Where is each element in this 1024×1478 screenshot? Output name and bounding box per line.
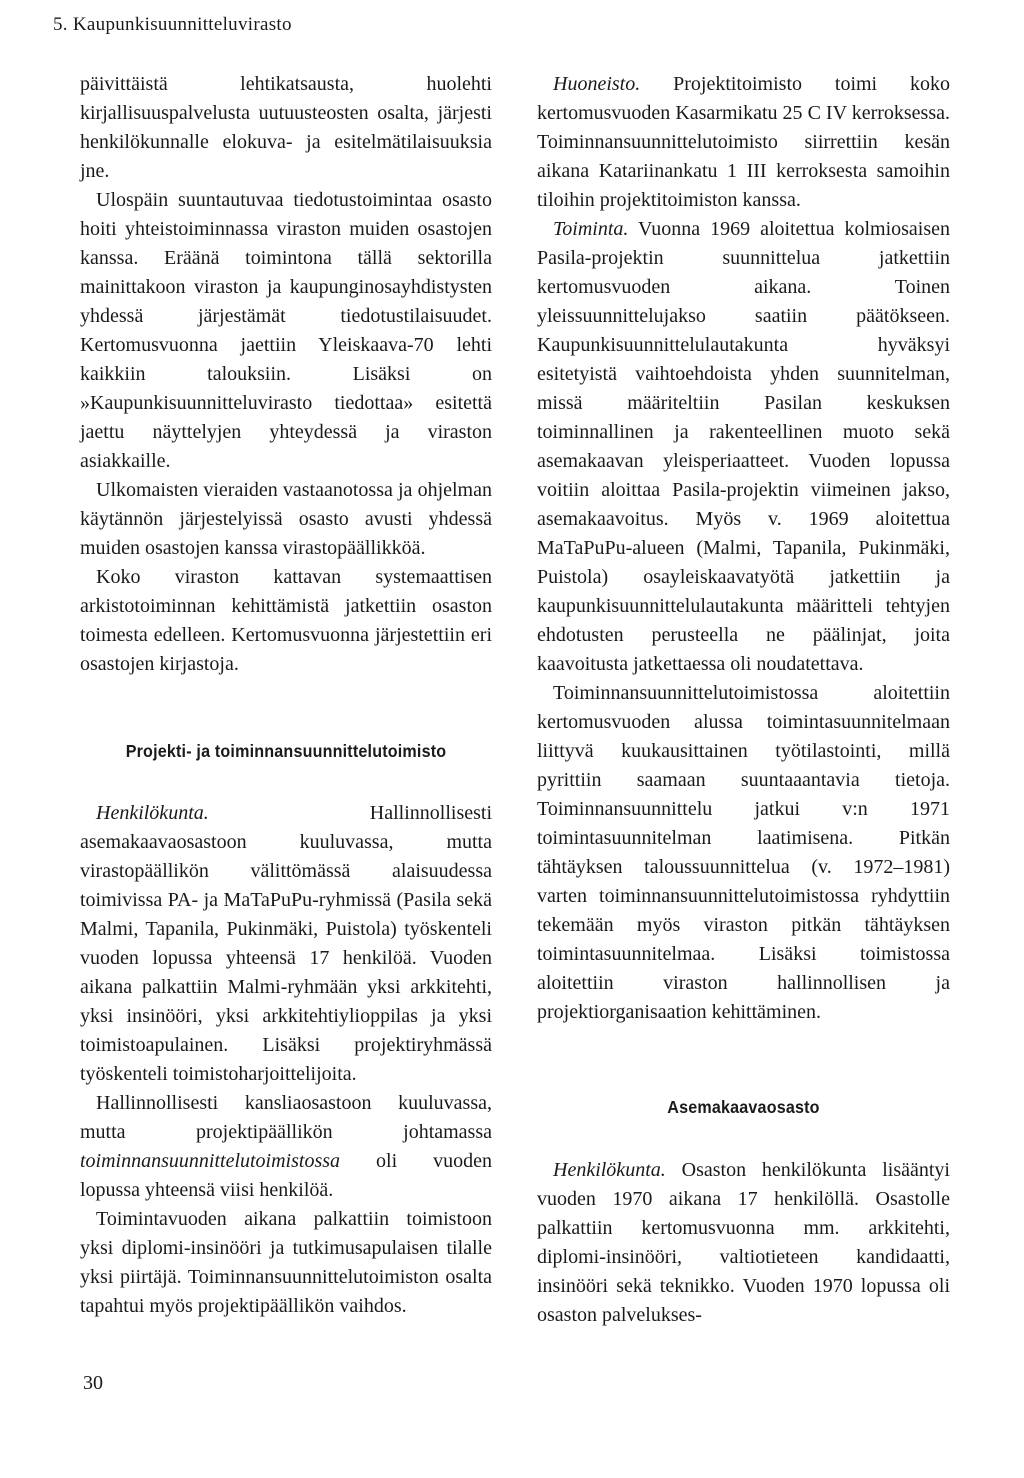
paragraph: Ulospäin suuntautuvaa tiedotustoimintaa osasto hoiti yhteistoiminnassa viraston muiden osastojen kanssa. Eräänä toimintona tällä sektorilla mainittakoon viraston ja kaupunginosayhdistysten yhdessä järjestämät tiedotustilaisuudet. Kertomusvuonna jaettiin Yleiskaava-70 lehti kaikkiin talouksiin. Lisäksi on »Kaupunkisuunnitteluvirasto tiedottaa» esitettä jaettu näyttelyjen yhteydessä ja viraston asiakkaille. <box>80 189 492 472</box>
paragraph: Toiminnansuunnittelutoimistossa aloitettiin kertomusvuoden alussa toimintasuunnitelmaan liittyvä kuukausittainen työtilastointi, millä pyrittiin saamaan suuntaaantavia tietoja. Toiminnansuunnittelu jatkui v:n 1971 toimintasuunnitelman laatimisena. Pitkän tähtäyksen taloussuunnittelua (v. 1972–1981) varten toiminnansuunnittelutoimistossa ryhdyttiin tekemään myös viraston pitkän tähtäyksen toimintasuunnitelmaa. Lisäksi toimistossa aloitettiin viraston hallinnollisen ja projektiorganisaation kehittäminen. <box>537 682 950 1023</box>
paragraph: Koko viraston kattavan systemaattisen arkistotoiminnan kehittämistä jatkettiin osaston toimesta edelleen. Kertomusvuonna järjestettiin eri osastojen kirjastoja. <box>80 566 492 675</box>
paragraph-text: Hallinnollisesti kansliaosastoon kuuluvassa, mutta projektipäällikön johtamassa <box>80 1092 492 1143</box>
section-heading: Projekti- ja toiminnansuunnittelutoimisto <box>125 741 447 761</box>
running-head: 5. Kaupunkisuunnitteluvirasto <box>53 14 292 35</box>
run-in-label: Huoneisto. <box>553 73 641 95</box>
section-heading: Asemakaavaosasto <box>667 1097 820 1117</box>
right-column <box>537 70 950 1330</box>
run-in-label: Toiminta. <box>553 218 629 240</box>
paragraph-text: oli vuoden lopussa yhteensä viisi henkilöä. <box>80 1150 492 1201</box>
paragraph-text: Vuonna 1969 aloitettua kolmiosaisen Pasila-projektin suunnittelua jatkettiin kertomusvuoden aikana. Toinen yleissuunnittelujakso saatiin päätökseen. Kaupunkisuunnittelulautakunta hyväksyi esitetyistä vaihtoehdoista yhden suunnitelman, missä määriteltiin Pasilan keskuksen toiminnallinen ja rakenteellinen muoto sekä asemakaavan yleisperiaatteet. Vuoden lopussa voitiin aloittaa Pasila-projektin viimeinen jakso, asemakaavoitus. Myös v. 1969 aloitettua MaTaPuPu-alueen (Malmi, Tapanila, Pukinmäki, Puistola) osayleiskaavatyötä jatkettiin ja kaupunkisuunnittelulautakunta määritteli tehtyjen ehdotusten perusteella ne päälinjat, joita kaavoitusta jatkettaessa oli noudatettava. <box>537 218 950 675</box>
run-in-label: Henkilökunta. <box>96 802 209 824</box>
paragraph: Ulkomaisten vieraiden vastaanotossa ja ohjelman käytännön järjestelyissä osasto avusti yhdessä muiden osastojen kanssa virastopäällikköä. <box>80 479 492 559</box>
paragraph-text: Osaston henkilökunta lisääntyi vuoden 1970 aikana 17 henkilöllä. Osastolle palkattiin kertomusvuonna mm. arkkitehti, diplomi-insinööri, valtiotieteen kandidaatti, insinööri sekä teknikko. Vuoden 1970 lopussa oli osaston palvelukses- <box>537 1159 950 1326</box>
page-number: 30 <box>83 1372 103 1394</box>
paragraph-text: Hallinnollisesti asemakaavaosastoon kuuluvassa, mutta virastopäällikön välittömässä alaisuudessa toimivissa PA- ja MaTaPuPu-ryhmissä (Pasila sekä Malmi, Tapanila, Pukinmäki, Puistola) työskenteli vuoden lopussa yhteensä 17 henkilöä. Vuoden aikana palkattiin Malmi-ryhmään yksi arkkitehti, yksi insinööri, yksi arkkitehtiylioppilas ja yksi toimistoapulainen. Lisäksi projektiryhmässä työskenteli toimistoharjoittelijoita. <box>80 802 492 1085</box>
paragraph <box>537 215 950 679</box>
italic-term: toiminnansuunnittelutoimistossa <box>80 1150 341 1172</box>
paragraph <box>80 799 492 1089</box>
paragraph <box>80 1089 492 1205</box>
paragraph <box>537 1156 950 1330</box>
paragraph-text: Projektitoimisto toimi koko kertomusvuoden Kasarmikatu 25 C IV kerroksessa. Toiminnansuunnittelutoimisto siirrettiin kesän aikana Katariinankatu 1 III kerroksesta samoihin tiloihin projektitoimiston kanssa. <box>537 73 950 211</box>
paragraph: Toimintavuoden aikana palkattiin toimistoon yksi diplomi-insinööri ja tutkimusapulaisen tilalle yksi piirtäjä. Toiminnansuunnittelutoimiston osalta tapahtui myös projektipäällikön vaihdos. <box>80 1208 492 1317</box>
run-in-label: Henkilökunta. <box>553 1159 666 1181</box>
left-column <box>80 70 492 1321</box>
paragraph <box>537 70 950 215</box>
paragraph: päivittäistä lehtikatsausta, huolehti kirjallisuuspalvelusta uutuusteosten osalta, järjesti henkilökunnalle elokuva- ja esitelmätilaisuuksia jne. <box>80 73 492 182</box>
